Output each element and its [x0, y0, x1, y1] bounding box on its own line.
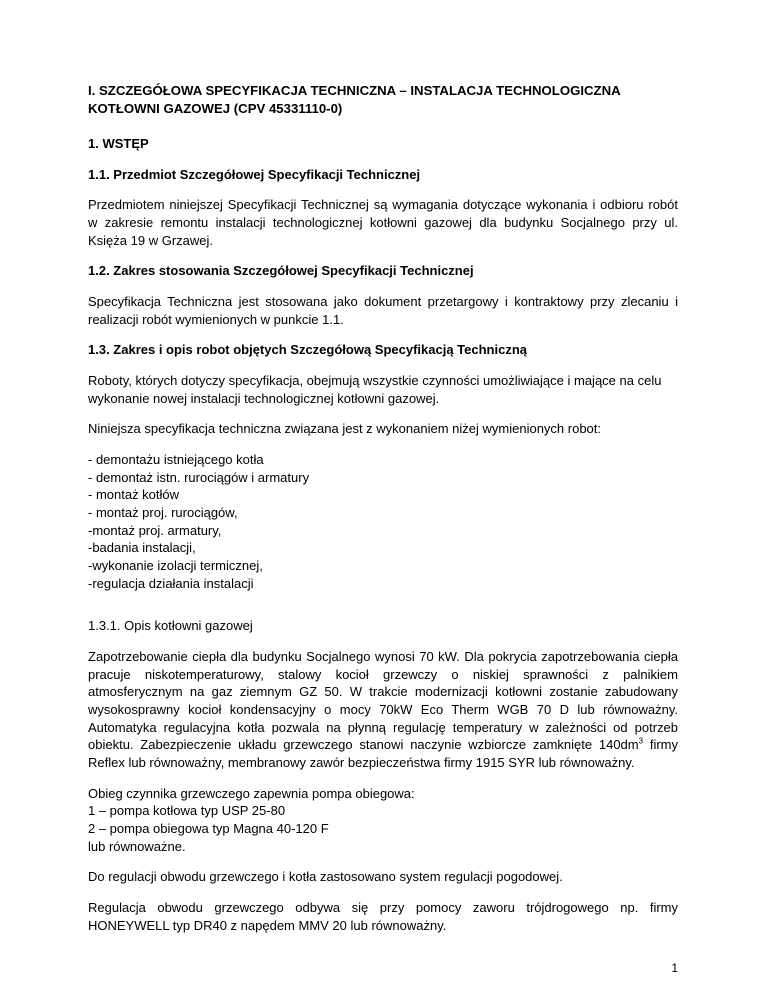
section-1-3-paragraph: Roboty, których dotyczy specyfikacja, obejmują wszystkie czynności umożliwiające i mające na celu wykonanie nowej instalacji technologicznej kotłowni gazowej.	[88, 372, 662, 406]
subsection-heading-1-3-1: 1.3.1. Opis kotłowni gazowej	[88, 618, 253, 634]
list-item: -montaż proj. armatury,	[88, 522, 222, 538]
regulation-paragraph: Do regulacji obwodu grzewczego i kotła zastosowano system regulacji pogodowej.	[88, 869, 563, 885]
list-item: - demontaż istn. rurociągów i armatury	[88, 469, 310, 485]
section-heading-1-3: 1.3. Zakres i opis robot objętych Szczegółową Specyfikacją Techniczną	[88, 342, 528, 358]
pumps-line: Obieg czynnika grzewczego zapewnia pompa obiegowa:	[88, 785, 415, 801]
boiler-room-description	[88, 648, 678, 772]
list-item: -badania instalacji,	[88, 540, 196, 556]
section-heading-1-1: 1.1. Przedmiot Szczegółowej Specyfikacji Technicznej	[88, 166, 421, 182]
section-heading-1-2: 1.2. Zakres stosowania Szczegółowej Specyfikacji Technicznej	[88, 263, 474, 279]
section-1-2-paragraph: Specyfikacja Techniczna jest stosowana jako dokument przetargowy i kontraktowy przy zlecaniu i realizacji robót wymienionych w punkcie 1.1.	[88, 293, 678, 327]
list-item: - montaż kotłów	[88, 487, 180, 503]
works-list	[88, 451, 678, 592]
boiler-room-text-part-1: Zapotrzebowanie ciepła dla budynku Socjalnego wynosi 70 kW. Dla pokrycia zapotrzebowania ciepła pracuje niskotemperaturowy, stalowy kocioł grzewczy o niskiej sprawności z palnikiem atmosferycznym na gaz ziemnym GZ 50. W trakcie modernizacji kotłowni zostanie zabudowany wysokosprawny kocioł kondensacyjny o mocy 70kW Eco Therm WGB 70 D lub równoważny. Automatyka regulacyjna kotła pozwala na płynną regulację temperatury w zależności od potrzeb obiektu. Zabezpieczenie układu grzewczego stanowi naczynie wzbiorcze zamknięte 140dm	[88, 649, 678, 753]
list-item: - montaż proj. rurociągów,	[88, 504, 238, 520]
boiler-room-text-part-2: firmy Reflex lub równoważny, membranowy zawór bezpieczeństwa firmy 1915 SYR lub równoważny.	[88, 737, 678, 771]
superscript-3: 3	[638, 737, 644, 747]
list-item: - demontażu istniejącego kotła	[88, 451, 264, 467]
pumps-line: 1 – pompa kotłowa typ USP 25-80	[88, 803, 286, 819]
list-item: -wykonanie izolacji termicznej,	[88, 558, 263, 573]
section-1-1-paragraph: Przedmiotem niniejszej Specyfikacji Technicznej są wymagania dotyczące wykonania i odbioru robót w zakresie remontu instalacji technologicznej kotłowni gazowej dla budynku Socjalnego przy ul. Księża 19 w Grzawej.	[88, 197, 678, 248]
pumps-line: 2 – pompa obiegowa typ Magna 40-120 F	[88, 821, 329, 837]
document-page	[88, 82, 678, 947]
list-item: -regulacja działania instalacji	[88, 575, 254, 591]
document-title: I. SZCZEGÓŁOWA SPECYFIKACJA TECHNICZNA – INSTALACJA TECHNOLOGICZNA KOTŁOWNI GAZOWEJ (CPV 45331110-0)	[88, 83, 621, 116]
pumps-block	[88, 785, 678, 856]
section-heading-introduction: 1. WSTĘP	[88, 135, 149, 151]
section-1-3-list-intro: Niniejsza specyfikacja techniczna związana jest z wykonaniem niżej wymienionych robot:	[88, 421, 602, 437]
page-number: 1	[671, 961, 678, 975]
pumps-line: lub równoważne.	[88, 838, 186, 854]
valve-paragraph: Regulacja obwodu grzewczego odbywa się przy pomocy zaworu trójdrogowego np. firmy HONEYWELL typ DR40 z napędem MMV 20 lub równoważny.	[88, 900, 678, 933]
